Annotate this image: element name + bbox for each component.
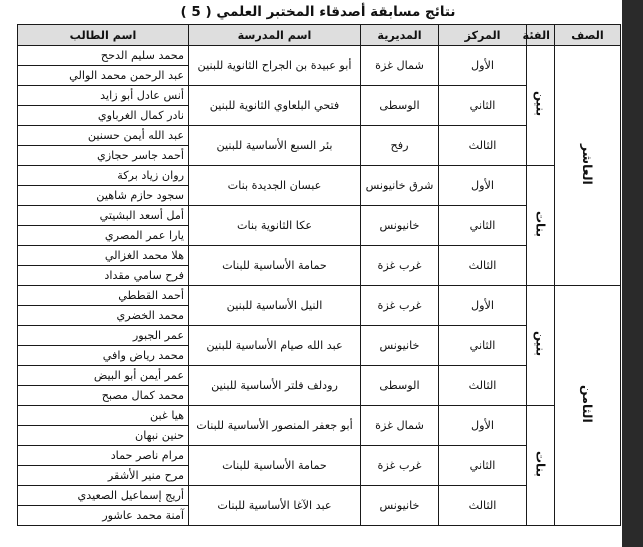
school-cell: حمامة الأساسية للبنات — [189, 446, 361, 486]
student-cell: يارا عمر المصري — [18, 226, 189, 246]
student-cell: مرح منير الأشقر — [18, 466, 189, 486]
rank-cell: الثاني — [439, 326, 527, 366]
rank-cell: الثاني — [439, 446, 527, 486]
student-cell: سجود حازم شاهين — [18, 186, 189, 206]
directorate-cell: خانيونس — [361, 326, 439, 366]
table-row — [18, 406, 621, 426]
student-cell: عمر أيمن أبو البيض — [18, 366, 189, 386]
student-cell: مرام ناصر حماد — [18, 446, 189, 466]
student-cell: عبد الله أيمن حسنين — [18, 126, 189, 146]
school-cell: أبو عبيدة بن الجراح الثانوية للبنين — [189, 46, 361, 86]
student-cell: أنس عادل أبو زايد — [18, 86, 189, 106]
school-cell: أبو جعفر المنصور الأساسية للبنات — [189, 406, 361, 446]
school-cell: عبسان الجديدة بنات — [189, 166, 361, 206]
school-cell: بئر السبع الأساسية للبنين — [189, 126, 361, 166]
table-row — [18, 286, 621, 306]
table-row — [18, 166, 621, 186]
rank-cell: الأول — [439, 46, 527, 86]
category-cell: بنات — [527, 166, 555, 286]
directorate-cell: خانيونس — [361, 206, 439, 246]
student-cell: عبد الرحمن محمد الوالي — [18, 66, 189, 86]
scanner-edge — [621, 0, 643, 547]
student-cell: أحمد جاسر حجازي — [18, 146, 189, 166]
rank-cell: الثالث — [439, 126, 527, 166]
directorate-cell: رفح — [361, 126, 439, 166]
rank-cell: الثالث — [439, 246, 527, 286]
directorate-cell: خانيونس — [361, 486, 439, 526]
rank-cell: الثالث — [439, 486, 527, 526]
header-rank: المركز — [439, 25, 527, 46]
grade-cell: الثامن — [555, 286, 621, 526]
document-page — [14, 0, 622, 547]
school-cell: فتحي البلعاوي الثانوية للبنين — [189, 86, 361, 126]
grade-cell: العاشر — [555, 46, 621, 286]
rank-cell: الأول — [439, 286, 527, 326]
header-grade: الصف — [555, 25, 621, 46]
student-cell: محمد رياض وافي — [18, 346, 189, 366]
directorate-cell: غرب غزة — [361, 286, 439, 326]
school-cell: عبد الله صيام الأساسية للبنين — [189, 326, 361, 366]
rank-cell: الثاني — [439, 206, 527, 246]
header-category: الفئة — [527, 25, 555, 46]
header-student: اسم الطالب — [18, 25, 189, 46]
category-cell: بنين — [527, 286, 555, 406]
student-cell: حنين نبهان — [18, 426, 189, 446]
student-cell: محمد سليم الدحح — [18, 46, 189, 66]
table-header-row — [18, 25, 621, 46]
school-cell: عبد الآغا الأساسية للبنات — [189, 486, 361, 526]
rank-cell: الأول — [439, 406, 527, 446]
school-cell: رودلف فلتر الأساسية للبنين — [189, 366, 361, 406]
directorate-cell: شمال غزة — [361, 46, 439, 86]
directorate-cell: غرب غزة — [361, 246, 439, 286]
table-row — [18, 46, 621, 66]
student-cell: عمر الجبور — [18, 326, 189, 346]
rank-cell: الثاني — [439, 86, 527, 126]
rank-cell: الأول — [439, 166, 527, 206]
student-cell: نادر كمال الغرباوي — [18, 106, 189, 126]
directorate-cell: شمال غزة — [361, 406, 439, 446]
student-cell: محمد الخضري — [18, 306, 189, 326]
student-cell: أريج إسماعيل الصعيدي — [18, 486, 189, 506]
results-table — [17, 24, 621, 526]
directorate-cell: غرب غزة — [361, 446, 439, 486]
student-cell: هيا غبن — [18, 406, 189, 426]
student-cell: أمل أسعد البشيتي — [18, 206, 189, 226]
directorate-cell: الوسطى — [361, 366, 439, 406]
student-cell: روان زياد بركة — [18, 166, 189, 186]
student-cell: محمد كمال مصبح — [18, 386, 189, 406]
student-cell: أحمد القططي — [18, 286, 189, 306]
school-cell: النيل الأساسية للبنين — [189, 286, 361, 326]
directorate-cell: الوسطى — [361, 86, 439, 126]
document-title: نتائج مسابقة أصدقاء المختبر العلمي ( 5 ) — [180, 4, 456, 20]
student-cell: فرح سامي مقداد — [18, 266, 189, 286]
header-directorate: المديرية — [361, 25, 439, 46]
category-cell: بنين — [527, 46, 555, 166]
school-cell: عكا الثانوية بنات — [189, 206, 361, 246]
header-school: اسم المدرسة — [189, 25, 361, 46]
directorate-cell: شرق خانيونس — [361, 166, 439, 206]
rank-cell: الثالث — [439, 366, 527, 406]
category-cell: بنات — [527, 406, 555, 526]
student-cell: هلا محمد الغزالي — [18, 246, 189, 266]
school-cell: حمامة الأساسية للبنات — [189, 246, 361, 286]
student-cell: آمنة محمد عاشور — [18, 506, 189, 526]
